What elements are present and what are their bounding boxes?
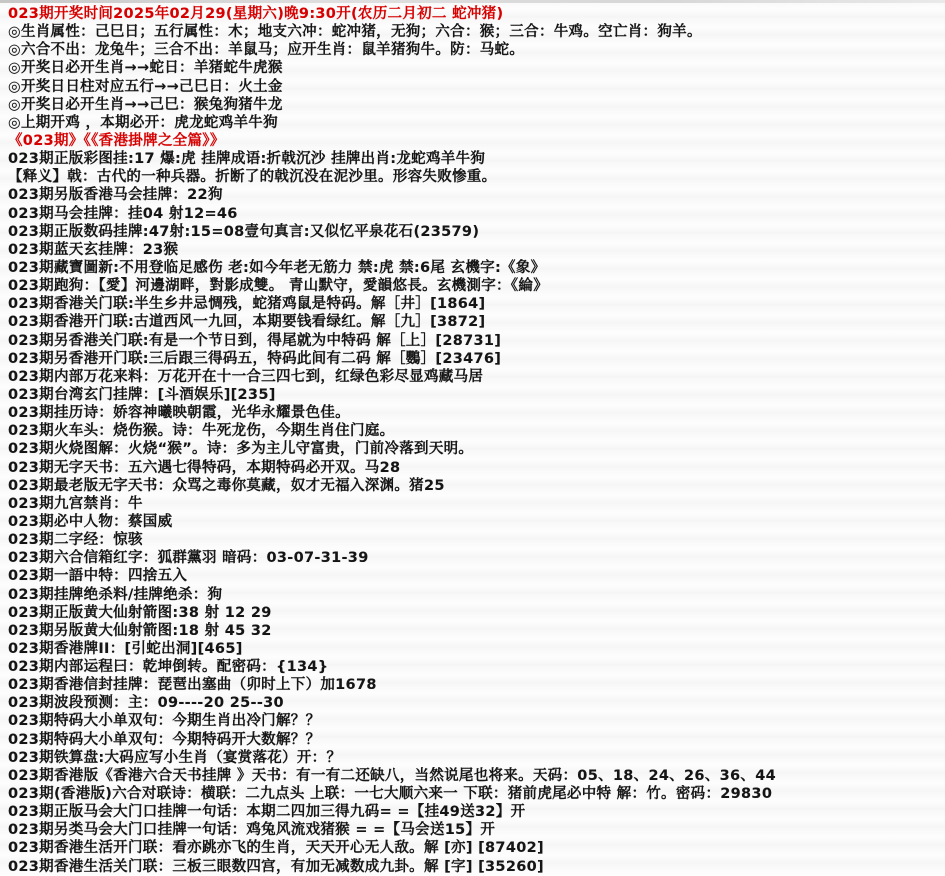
text-line: 023期铁算盘:大码应写小生肖（宴赏落花）开：？ [8,749,342,766]
highlight-text-line: 《023期》《《香港掛牌之全篇》》 [8,132,225,149]
text-line: 【释义】戟：古代的一种兵器。折断了的戟沉没在泥沙里。形容失败惨重。 [8,169,497,186]
text-line: 023期香港生活关门联：三板三眼数四宫，有加无减数成九卦。解 [字] [35260] [8,858,544,875]
text-line: 023期最老版无字天书：众骂之毒你莫藏，奴才无福入深渊。猪25 [8,477,445,494]
text-line: ◎开奖日日柱对应五行→→己巳日：火土金 [8,78,283,95]
text-line: 023期正版彩图挂:17 爆:虎 挂牌成语:折戟沉沙 挂牌出肖:龙蛇鸡羊牛狗 [8,151,486,168]
text-line: 023期内部运程曰：乾坤倒转。配密码：{134} [8,659,329,676]
text-line: 023期特码大小单双句：今期特码开大数解？？ [8,731,321,748]
text-line: 023期挂历诗：娇容神曦映朝霞，光华永耀景色佳。 [8,405,350,422]
text-line: 023期六合信箱红字：狐群黨羽 暗码：03-07-31-39 [8,550,369,567]
text-line: 023期另类马会大门口挂牌一句话：鸡兔风流戏猪猴 = =【马会送15】开 [8,822,496,839]
text-line: 023期另版黄大仙射箭图:18 射 45 32 [8,622,272,639]
text-line: 023期正版马会大门口挂牌一句话：本期二四加三得九码= =【挂49送32】开 [8,804,526,821]
text-line: 023期必中人物：蔡国威 [8,513,173,530]
text-line: 023期火烧图解：火烧“猴”。诗：多为主儿守富贵，门前冷落到天明。 [8,441,474,458]
text-line: 023期无字天书：五六遇七得特码，本期特码必开双。马28 [8,459,401,476]
text-line: ◎上期开鸡 ，本期必开：虎龙蛇鸡羊牛狗 [8,114,278,131]
text-line: ◎六合不出：龙兔牛；三合不出：羊鼠马；应开生肖：鼠羊猪狗牛。防：马蛇。 [8,42,525,59]
text-line: 023期台湾玄门挂牌：[斗酒娱乐][235] [8,386,276,403]
text-line: ◎开奖日必开生肖→→己巳：猴兔狗猪牛龙 [8,96,283,113]
text-line: ◎开奖日必开生肖→→蛇日：羊猪蛇牛虎猴 [8,60,283,77]
text-line: 023期二字经：惊骇 [8,532,143,549]
text-line: 023期香港版《香港六合天书挂牌 》天书：有一有二还缺八，当然说尾也将来。天码：05、18、24、26、36、44 [8,767,776,784]
text-line: 023期内部万花来料：万花开在十一合三四七到，红绿色彩尽显鸡藏马居 [8,368,484,385]
text-line: 023期正版数码挂牌:47射:15=08壹句真言:又似忆平泉花石(23579) [8,223,480,240]
text-line: 023期(香港版)六合对联诗：横联：二九点头 上联：一七大顺六来一 下联：猪前虎尾必中特 解：竹。密码：29830 [8,786,773,803]
text-line: 023期藏寶圖新:不用登临足感伤 老:如今年老无筋力 禁:虎 禁:6尾 玄機字:《象》 [8,259,546,276]
text-lines-container [8,2,941,876]
text-line: 023期波段预测：主：09----20 25--30 [8,695,284,712]
text-line: 023期香港生活开门联：看亦跳亦飞的生肖，天天开心无人敌。解 [亦] [87402] [8,840,544,857]
text-line: 023期火车头：烧伤猴。诗：牛死龙伤，今期生肖住门庭。 [8,423,395,440]
text-line: 023期香港牌II：[引蛇出洞][465] [8,640,243,657]
text-line: 023期马会挂牌：挂04 射12=46 [8,205,238,222]
text-line: 023期九宫禁肖：牛 [8,495,143,512]
text-line: 023期挂牌绝杀料/挂牌绝杀：狗 [8,586,223,603]
text-line: 023期正版黄大仙射箭图:38 射 12 29 [8,604,272,621]
text-line: 023期香港信封挂牌：琵琶出塞曲（卯时上下）加1678 [8,677,377,694]
text-line: 023期香港关门联:半生乡井忌惆残，蛇猪鸡鼠是特码。解［井］[1864] [8,296,486,313]
text-line: 023期香港开门联:古道西风一九回，本期要钱看绿红。解［九］[3872] [8,314,486,331]
text-line: 023期另香港关门联:有是一个节日到，得尾就为中特码 解［上］[28731] [8,332,502,349]
text-line: 023期跑狗：【愛】河邊湖畔，對影成雙。 青山默守，愛韻悠長。玄機測字：《綸》 [8,278,549,295]
text-line: 023期另版香港马会挂牌：22狗 [8,187,223,204]
highlight-text-line: 023期开奖时间2025年02月29(星期六)晚9:30开(农历二月初二 蛇冲猪) [8,6,504,22]
text-line: 023期特码大小单双句：今期生肖出冷门解？？ [8,713,321,730]
text-line: 023期另香港开门联:三后跟三得码五，特码此间有二码 解［鸚］[23476] [8,350,502,367]
text-line: 023期一語中特：四捨五入 [8,568,188,585]
text-line: 023期蓝天玄挂牌：23猴 [8,241,179,258]
text-line: ◎生肖属性：己巳日；五行属性：木；地支六冲：蛇冲猪，无狗；六合：猴；三合：牛鸡。空亡肖：狗羊。 [8,24,702,41]
